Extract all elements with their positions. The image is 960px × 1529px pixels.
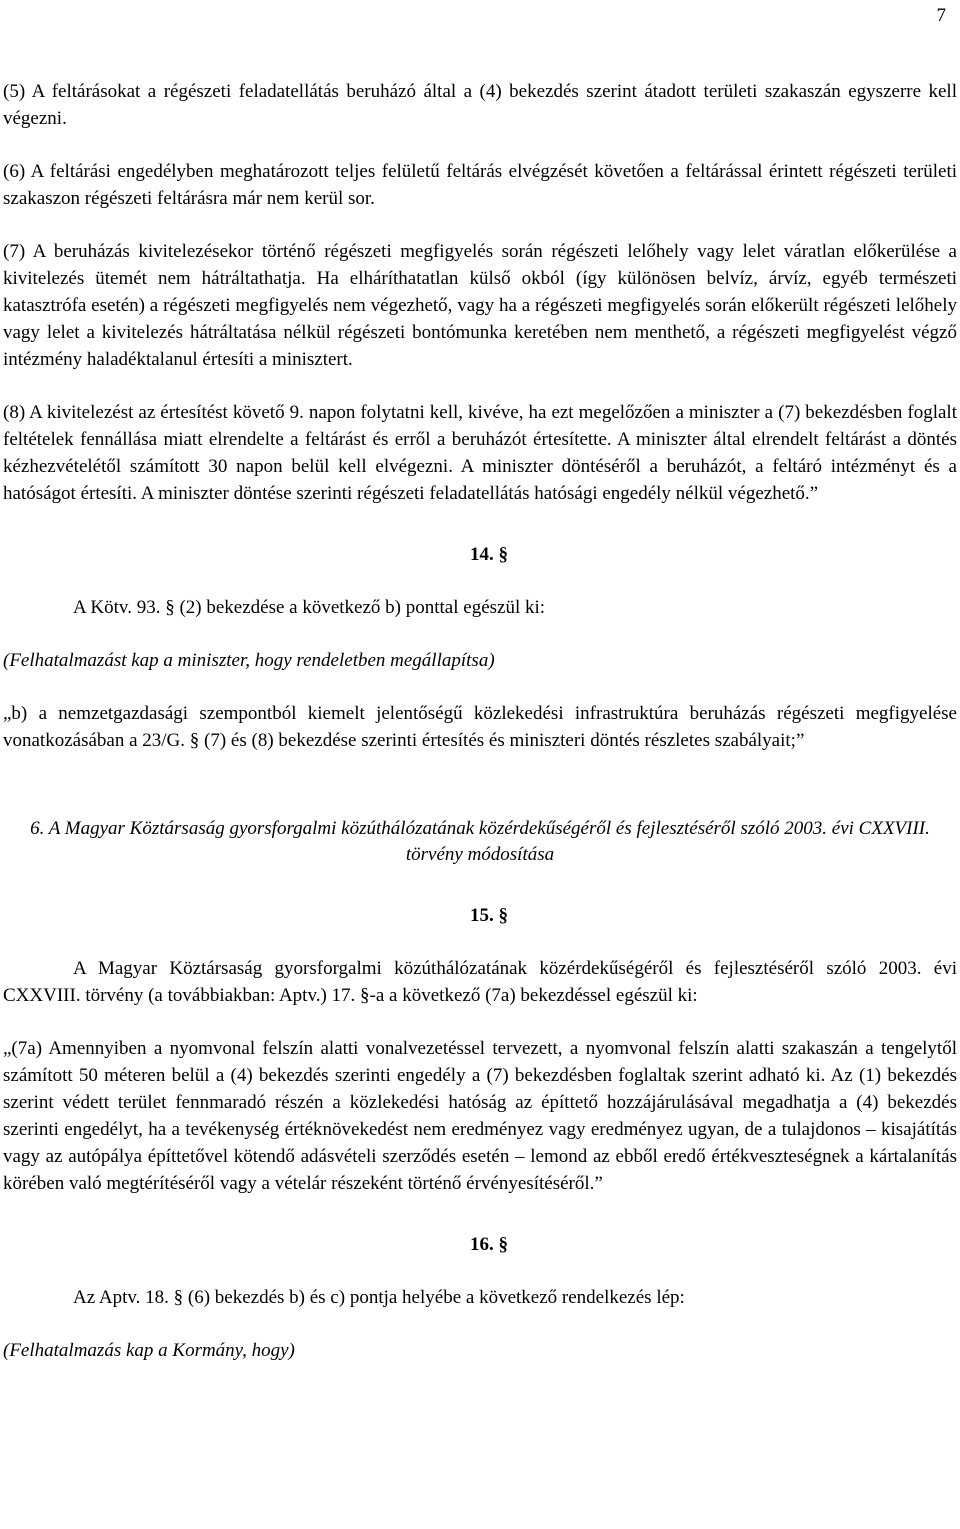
section-15-title: 15. § (470, 905, 508, 926)
section-15-intro: A Magyar Köztársaság gyorsforgalmi közúthálózatának közérdekűségéről és fejlesztéséről szóló 2003. évi CXXVIII. törvény (a továbbiakban: Aptv.) 17. §-a a következő (7a) bekezdéssel egészül ki: (3, 958, 957, 1006)
section-16-title: 16. § (470, 1234, 508, 1255)
paragraph-6: (6) A feltárási engedélyben meghatározott teljes felületű feltárás elvégzését követően a feltárással érintett régészeti területi szakaszon régészeti feltárásra már nem kerül sor. (3, 161, 957, 209)
document-body (3, 78, 957, 1364)
paragraph-8: (8) A kivitelezést az értesítést követő 9. napon folytatni kell, kivéve, ha ezt megelőzően a miniszter a (7) bekezdésben foglalt feltételek fennállása miatt elrendelte a feltárást és erről a beruházót értesítette. A miniszter által elrendelt feltárást a döntés kézhezvételétől számított 30 napon belül kell elvégezni. A miniszter döntéséről a beruházót, a feltáró intézményt és a hatóságot értesíti. A miniszter döntése szerinti régészeti feladatellátás hatósági engedély nélkül végezhető.” (3, 402, 957, 504)
paragraph-7: (7) A beruházás kivitelezésekor történő régészeti megfigyelés során régészeti lelőhely vagy lelet váratlan előkerülése a kivitelezés ütemét nem hátráltathatja. Ha elháríthatatlan külső okból (így különösen belvíz, árvíz, egyéb természeti katasztrófa esetén) a régészeti megfigyelés nem végezhető, vagy ha a régészeti megfigyelés során előkerült régészeti lelőhely vagy lelet a kivitelezés hátráltatása nélkül régészeti bontómunka keretében nem menthető, a régészeti megfigyelést végző intézmény haladéktalanul értesíti a minisztert. (3, 241, 957, 370)
section-14-title: 14. § (470, 544, 508, 565)
section-14-context: (Felhatalmazást kap a miniszter, hogy rendeletben megállapítsa) (3, 650, 495, 671)
section-14-text: „b) a nemzetgazdasági szempontból kiemelt jelentőségű közlekedési infrastruktúra beruházás régészeti megfigyelése vonatkozásában a 23/G. § (7) és (8) bekezdése szerinti értesítés és miniszteri döntés részletes szabályait;” (3, 703, 957, 751)
page-number: 7 (936, 5, 946, 26)
section-14-intro: A Kötv. 93. § (2) bekezdése a következő b) ponttal egészül ki: (73, 597, 546, 618)
section-16-intro: Az Aptv. 18. § (6) bekezdés b) és c) pontja helyébe a következő rendelkezés lép: (73, 1287, 685, 1308)
section-15-text: „(7a) Amennyiben a nyomvonal felszín alatti vonalvezetéssel tervezett, a nyomvonal felszín alatti szakaszán a tengelytől számított 50 méteren belül a (4) bekezdés szerinti engedély a (7) bekezdésben foglaltak szerint adható ki. Az (1) bekezdés szerint védett terület fennmaradó részén a közlekedési hatóság az építtető hozzájárulásával megadhatja a (4) bekezdés szerinti engedélyt, ha a tevékenység értéknövekedést nem eredményez vagy eredményez ugyan, de a tulajdonos – kisajátítás vagy az autópálya építtetővel kötendő adásvételi szerződés esetén – lemond az ebből eredő értékveszteségnek a kártalanítás körében való megtérítéséről vagy a vételár részeként történő érvényesítéséről.” (3, 1038, 957, 1194)
section-16-context: (Felhatalmazás kap a Kormány, hogy) (3, 1340, 295, 1361)
chapter-6-title: 6. A Magyar Köztársaság gyorsforgalmi közúthálózatának közérdekűségéről és fejlesztéséről szóló 2003. évi CXXVIII. törvény módosítása (30, 818, 930, 865)
paragraph-5: (5) A feltárásokat a régészeti feladatellátás beruházó által a (4) bekezdés szerint átadott területi szakaszán egyszerre kell végezni. (3, 81, 957, 129)
